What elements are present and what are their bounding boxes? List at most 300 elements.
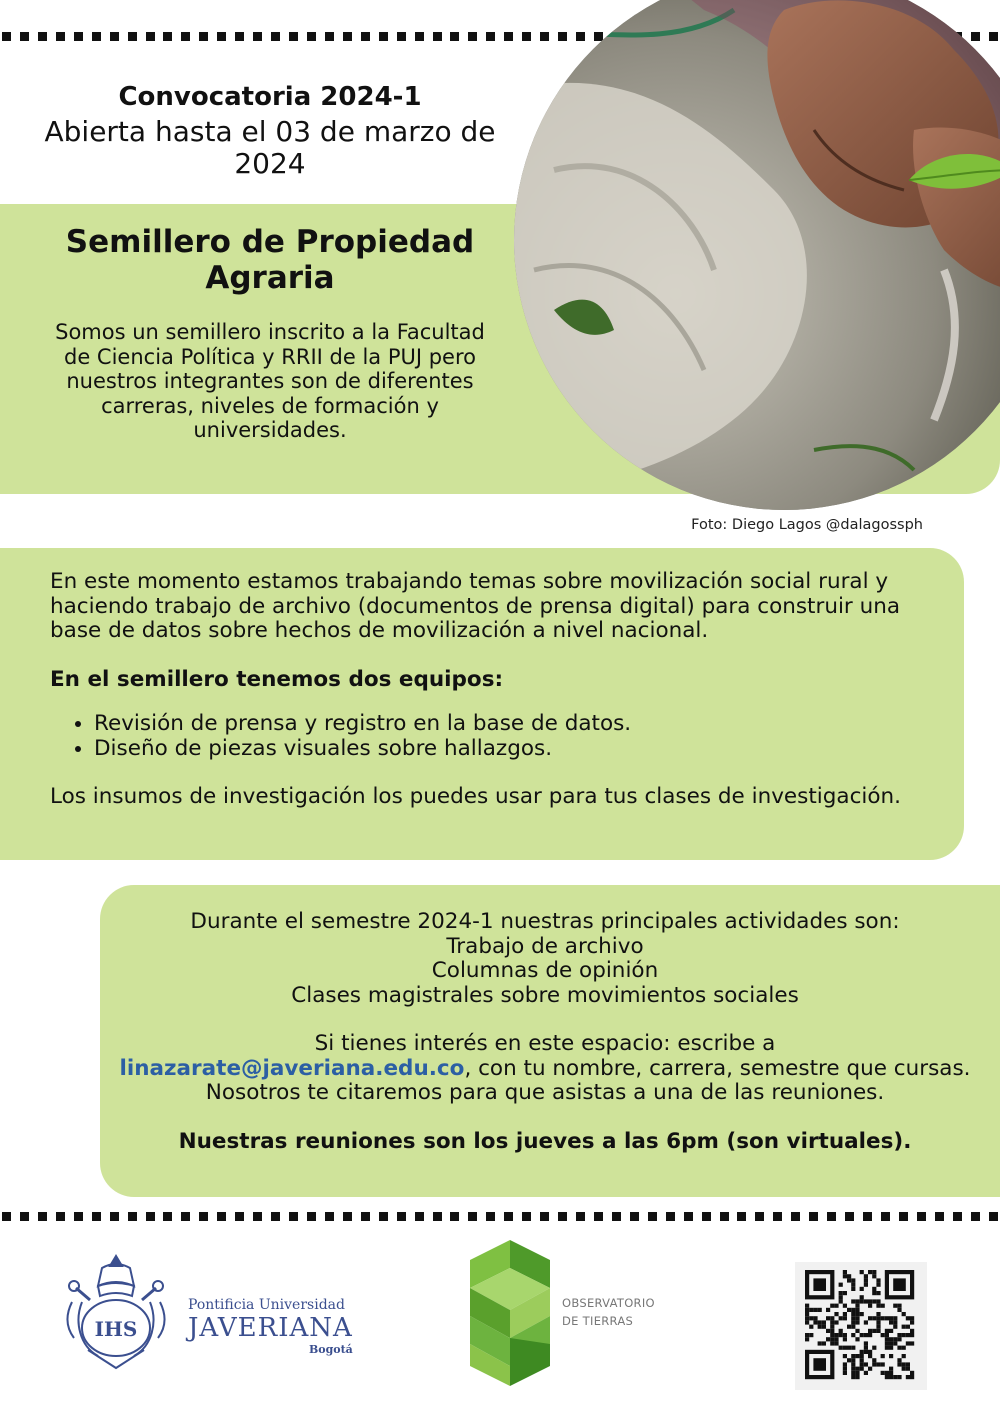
qr-module [868, 1367, 872, 1371]
dash-segment [397, 32, 406, 41]
qr-module [876, 1312, 880, 1316]
dash-segment [773, 1212, 782, 1221]
qr-module [805, 1304, 809, 1308]
dash-segment [809, 1212, 818, 1221]
dash-segment [92, 32, 101, 41]
dash-segment [217, 1212, 226, 1221]
qr-module [897, 1304, 901, 1308]
qr-module [834, 1333, 838, 1337]
qr-module [897, 1358, 901, 1362]
dash-segment [971, 32, 980, 41]
qr-module [855, 1304, 859, 1308]
qr-module [881, 1354, 885, 1358]
qr-module [889, 1337, 893, 1341]
qr-module [843, 1291, 847, 1295]
dash-segment [110, 32, 119, 41]
dash-segment [827, 1212, 836, 1221]
dash-segment [92, 1212, 101, 1221]
qr-module [864, 1320, 868, 1324]
qr-module [868, 1316, 872, 1320]
semillero-title: Semillero de Propiedad Agraria [65, 224, 475, 296]
qr-module [902, 1325, 906, 1329]
qr-module [860, 1312, 864, 1316]
qr-module [830, 1333, 834, 1337]
qr-module [851, 1278, 855, 1282]
qr-module [897, 1362, 901, 1366]
dash-segment [737, 1212, 746, 1221]
qr-module [805, 1316, 809, 1320]
qr-module [906, 1316, 910, 1320]
qr-module [834, 1312, 838, 1316]
dash-segment [450, 1212, 459, 1221]
dash-segment [38, 1212, 47, 1221]
dash-segment [558, 1212, 567, 1221]
qr-module [847, 1308, 851, 1312]
dash-segment [522, 32, 531, 41]
javeriana-line2: JAVERIANA [188, 1313, 353, 1343]
dash-segment [128, 32, 137, 41]
dash-segment [486, 32, 495, 41]
qr-module [897, 1375, 901, 1379]
dash-segment [271, 1212, 280, 1221]
qr-module [839, 1333, 843, 1337]
qr-module [902, 1362, 906, 1366]
dash-segment [361, 1212, 370, 1221]
javeriana-wordmark [188, 1297, 353, 1356]
dash-segment [899, 1212, 908, 1221]
qr-module [889, 1375, 893, 1379]
qr-module [864, 1346, 868, 1350]
qr-module [843, 1362, 847, 1366]
qr-module [876, 1291, 880, 1295]
observatorio-line1: OBSERVATORIO [562, 1296, 655, 1310]
qr-module [910, 1341, 914, 1345]
qr-module [826, 1329, 830, 1333]
contact-suffix: , con tu nombre, carrera, semestre que cursas. Nosotros te citaremos para que asistas a una de las reuniones. [205, 1055, 971, 1105]
observatorio-wordmark [562, 1294, 655, 1330]
dash-segment [235, 1212, 244, 1221]
dash-segment [702, 1212, 711, 1221]
qr-module [818, 1320, 822, 1324]
qr-module [851, 1333, 855, 1337]
qr-module [860, 1333, 864, 1337]
dash-segment [845, 1212, 854, 1221]
qr-module [851, 1299, 855, 1303]
qr-module [851, 1362, 855, 1366]
dash-segment [684, 1212, 693, 1221]
qr-module [855, 1375, 859, 1379]
qr-module [864, 1283, 868, 1287]
qr-module [893, 1337, 897, 1341]
dash-segment [56, 32, 65, 41]
dash-segment [612, 1212, 621, 1221]
qr-module [839, 1299, 843, 1303]
qr-module [855, 1299, 859, 1303]
qr-module [868, 1329, 872, 1333]
qr-module [843, 1333, 847, 1337]
qr-module [881, 1316, 885, 1320]
dash-segment [379, 32, 388, 41]
dash-segment [199, 1212, 208, 1221]
qr-module [889, 1320, 893, 1324]
qr-module [876, 1299, 880, 1303]
dash-segment [2, 32, 11, 41]
dash-segment [720, 1212, 729, 1221]
qr-module [868, 1299, 872, 1303]
dash-segment [504, 32, 513, 41]
dash-segment [433, 1212, 442, 1221]
qr-module [902, 1333, 906, 1337]
dash-segment [594, 1212, 603, 1221]
qr-module [855, 1312, 859, 1316]
dash-segment [128, 1212, 137, 1221]
activities-content [100, 910, 990, 1154]
qr-module [851, 1354, 855, 1358]
qr-module [851, 1358, 855, 1362]
qr-module [889, 1346, 893, 1350]
qr-module [822, 1325, 826, 1329]
qr-module [860, 1358, 864, 1362]
dash-segment [2, 1212, 11, 1221]
qr-module [809, 1316, 813, 1320]
qr-module [860, 1299, 864, 1303]
qr-module [805, 1308, 809, 1312]
qr-module [885, 1333, 889, 1337]
qr-finder [893, 1278, 906, 1291]
dash-segment [989, 1212, 998, 1221]
qr-module [864, 1341, 868, 1345]
qr-module [826, 1337, 830, 1341]
qr-module [864, 1371, 868, 1375]
qr-module [864, 1362, 868, 1366]
qr-module [910, 1375, 914, 1379]
qr-module [868, 1333, 872, 1337]
qr-module [910, 1371, 914, 1375]
qr-module [813, 1316, 817, 1320]
javeriana-line1: Pontificia Universidad [188, 1297, 345, 1313]
qr-module [830, 1316, 834, 1320]
qr-module [839, 1291, 843, 1295]
dash-segment [343, 1212, 352, 1221]
work-paragraph: En este momento estamos trabajando temas sobre movilización social rural y haciendo trabajo de archivo (documentos de prensa digital) para construir una base de datos sobre hechos de movilización a nivel nacional. [50, 569, 901, 643]
dash-segment [486, 1212, 495, 1221]
qr-module [910, 1320, 914, 1324]
dash-segment [307, 32, 316, 41]
qr-module [906, 1341, 910, 1345]
dash-segment [325, 32, 334, 41]
qr-module [876, 1320, 880, 1324]
contact-prefix: Si tienes interés en este espacio: escribe a [314, 1031, 776, 1056]
qr-module [830, 1337, 834, 1341]
bottom-dashed-divider [0, 1212, 1000, 1222]
qr-module [864, 1274, 868, 1278]
work-content [50, 570, 938, 810]
dash-segment [56, 1212, 65, 1221]
qr-module [855, 1354, 859, 1358]
teams-list [50, 712, 938, 761]
qr-module [834, 1304, 838, 1308]
dash-segment [20, 32, 29, 41]
qr-module [839, 1346, 843, 1350]
qr-module [851, 1375, 855, 1379]
qr-module [830, 1341, 834, 1345]
qr-module [876, 1325, 880, 1329]
qr-module [881, 1371, 885, 1375]
dash-segment [217, 32, 226, 41]
dash-segment [415, 32, 424, 41]
dash-segment [74, 1212, 83, 1221]
qr-code-icon [795, 1262, 927, 1390]
qr-module [809, 1308, 813, 1312]
dash-segment [540, 32, 549, 41]
qr-module [868, 1350, 872, 1354]
dash-segment [307, 1212, 316, 1221]
research-closing: Los insumos de investigación los puedes usar para tus clases de investigación. [50, 784, 901, 809]
qr-module [885, 1341, 889, 1345]
meetings-info: Nuestras reuniones son los jueves a las 6pm (son virtuales). [178, 1128, 912, 1154]
dash-segment [146, 32, 155, 41]
qr-module [851, 1316, 855, 1320]
qr-module [885, 1337, 889, 1341]
dash-segment [504, 1212, 513, 1221]
qr-module [851, 1287, 855, 1291]
qr-module [893, 1375, 897, 1379]
dash-segment [181, 1212, 190, 1221]
qr-module [872, 1274, 876, 1278]
qr-module [851, 1325, 855, 1329]
qr-finder [813, 1358, 826, 1371]
qr-module [834, 1337, 838, 1341]
qr-module [847, 1274, 851, 1278]
qr-module [851, 1346, 855, 1350]
dash-segment [450, 32, 459, 41]
teams-heading: En el semillero tenemos dos equipos: [50, 666, 504, 692]
qr-module [860, 1287, 864, 1291]
qr-module [851, 1320, 855, 1324]
activity-item: Columnas de opinión [431, 958, 659, 983]
dash-segment [343, 32, 352, 41]
qr-module [897, 1333, 901, 1337]
qr-module [818, 1325, 822, 1329]
qr-module [809, 1333, 813, 1337]
activity-item: Trabajo de archivo [446, 933, 644, 959]
qr-module [872, 1291, 876, 1295]
qr-module [860, 1270, 864, 1274]
qr-module [843, 1304, 847, 1308]
qr-module [902, 1346, 906, 1350]
qr-module [881, 1304, 885, 1308]
qr-module [839, 1329, 843, 1333]
qr-module [889, 1371, 893, 1375]
qr-module [885, 1371, 889, 1375]
qr-module [876, 1329, 880, 1333]
call-header [20, 80, 520, 180]
qr-module [889, 1341, 893, 1345]
dash-segment [289, 1212, 298, 1221]
dash-segment [253, 1212, 262, 1221]
qr-module [851, 1367, 855, 1371]
qr-module [902, 1354, 906, 1358]
qr-module [855, 1371, 859, 1375]
qr-module [872, 1358, 876, 1362]
qr-module [893, 1320, 897, 1324]
qr-module [843, 1316, 847, 1320]
qr-module [906, 1362, 910, 1366]
qr-module [860, 1354, 864, 1358]
qr-module [805, 1333, 809, 1337]
qr-module [893, 1325, 897, 1329]
dash-segment [361, 32, 370, 41]
qr-module [881, 1362, 885, 1366]
qr-module [868, 1354, 872, 1358]
qr-module [893, 1304, 897, 1308]
dash-segment [181, 32, 190, 41]
qr-module [843, 1371, 847, 1375]
dash-segment [917, 1212, 926, 1221]
qr-module [826, 1308, 830, 1312]
qr-module [843, 1367, 847, 1371]
photo-credit: Foto: Diego Lagos @dalagossph [691, 517, 923, 533]
qr-module [881, 1333, 885, 1337]
list-item: • Revisión de prensa y registro en la base de datos. [94, 712, 938, 737]
qr-module [897, 1346, 901, 1350]
dash-segment [522, 1212, 531, 1221]
dash-segment [38, 32, 47, 41]
observatorio-line2: DE TIERRAS [562, 1314, 634, 1328]
qr-module [876, 1304, 880, 1308]
qr-module [910, 1329, 914, 1333]
dash-segment [20, 1212, 29, 1221]
qr-module [897, 1337, 901, 1341]
qr-module [872, 1299, 876, 1303]
call-title: Convocatoria 2024-1 [118, 82, 422, 112]
dash-segment [325, 1212, 334, 1221]
qr-module [843, 1346, 847, 1350]
qr-module [843, 1312, 847, 1316]
qr-module [851, 1283, 855, 1287]
qr-module [855, 1329, 859, 1333]
qr-module [822, 1320, 826, 1324]
qr-module [813, 1308, 817, 1312]
dash-segment [953, 1212, 962, 1221]
dash-segment [110, 1212, 119, 1221]
qr-module [860, 1350, 864, 1354]
qr-module [847, 1358, 851, 1362]
qr-module [855, 1308, 859, 1312]
dash-segment [576, 1212, 585, 1221]
qr-module [885, 1316, 889, 1320]
qr-module [822, 1341, 826, 1345]
qr-code[interactable] [795, 1262, 927, 1390]
activity-item: Clases magistrales sobre movimientos sociales [291, 982, 799, 1008]
qr-module [847, 1346, 851, 1350]
qr-module [839, 1295, 843, 1299]
dash-segment [74, 32, 83, 41]
dash-segment [379, 1212, 388, 1221]
qr-module [889, 1354, 893, 1358]
qr-module [868, 1304, 872, 1308]
dash-segment [791, 1212, 800, 1221]
qr-module [805, 1312, 809, 1316]
dash-segment [163, 32, 172, 41]
activities-heading: Durante el semestre 2024-1 nuestras principales actividades son: [190, 909, 900, 934]
qr-module [910, 1333, 914, 1337]
qr-module [910, 1316, 914, 1320]
list-item: • Diseño de piezas visuales sobre hallazgos. [94, 737, 938, 762]
qr-module [906, 1367, 910, 1371]
qr-module [893, 1316, 897, 1320]
intro-content [40, 224, 500, 443]
qr-module [805, 1320, 809, 1324]
qr-module [843, 1354, 847, 1358]
qr-module [818, 1308, 822, 1312]
qr-module [864, 1333, 868, 1337]
dash-segment [271, 32, 280, 41]
qr-module [855, 1337, 859, 1341]
dash-segment [863, 1212, 872, 1221]
qr-module [847, 1278, 851, 1282]
qr-module [872, 1316, 876, 1320]
qr-module [851, 1371, 855, 1375]
dash-segment [415, 1212, 424, 1221]
qr-module [864, 1299, 868, 1303]
qr-module [872, 1362, 876, 1366]
qr-module [851, 1312, 855, 1316]
qr-module [860, 1295, 864, 1299]
dash-segment [468, 1212, 477, 1221]
qr-module [868, 1270, 872, 1274]
contact-email-link[interactable]: linazarate@javeriana.edu.co [119, 1055, 465, 1081]
qr-module [860, 1367, 864, 1371]
javeriana-logo [54, 1252, 374, 1372]
qr-module [839, 1316, 843, 1320]
qr-module [906, 1325, 910, 1329]
dash-segment [289, 32, 298, 41]
dash-segment [558, 32, 567, 41]
dash-segment [163, 1212, 172, 1221]
qr-module [872, 1287, 876, 1291]
qr-module [864, 1278, 868, 1282]
qr-module [847, 1325, 851, 1329]
qr-module [830, 1320, 834, 1324]
qr-module [872, 1270, 876, 1274]
qr-module [902, 1367, 906, 1371]
dash-segment [199, 32, 208, 41]
qr-module [889, 1329, 893, 1333]
observatorio-logo [468, 1238, 708, 1388]
qr-module [885, 1346, 889, 1350]
qr-module [897, 1308, 901, 1312]
dash-segment [235, 32, 244, 41]
dash-segment [576, 32, 585, 41]
dash-segment [433, 32, 442, 41]
dash-segment [253, 32, 262, 41]
qr-module [906, 1333, 910, 1337]
qr-module [876, 1283, 880, 1287]
qr-finder [813, 1278, 826, 1291]
qr-module [893, 1341, 897, 1345]
javeriana-line3: Bogotá [308, 1343, 353, 1356]
qr-module [843, 1274, 847, 1278]
contact-text [100, 1032, 990, 1106]
qr-module [839, 1283, 843, 1287]
dash-segment [881, 1212, 890, 1221]
qr-module [864, 1350, 868, 1354]
qr-module [805, 1337, 809, 1341]
semillero-description: Somos un semillero inscrito a la Facultad de Ciencia Política y RRII de la PUJ pero nuestros integrantes son de diferentes carreras, niveles de formación y universidades. [55, 320, 485, 442]
qr-module [906, 1375, 910, 1379]
qr-module [834, 1341, 838, 1345]
